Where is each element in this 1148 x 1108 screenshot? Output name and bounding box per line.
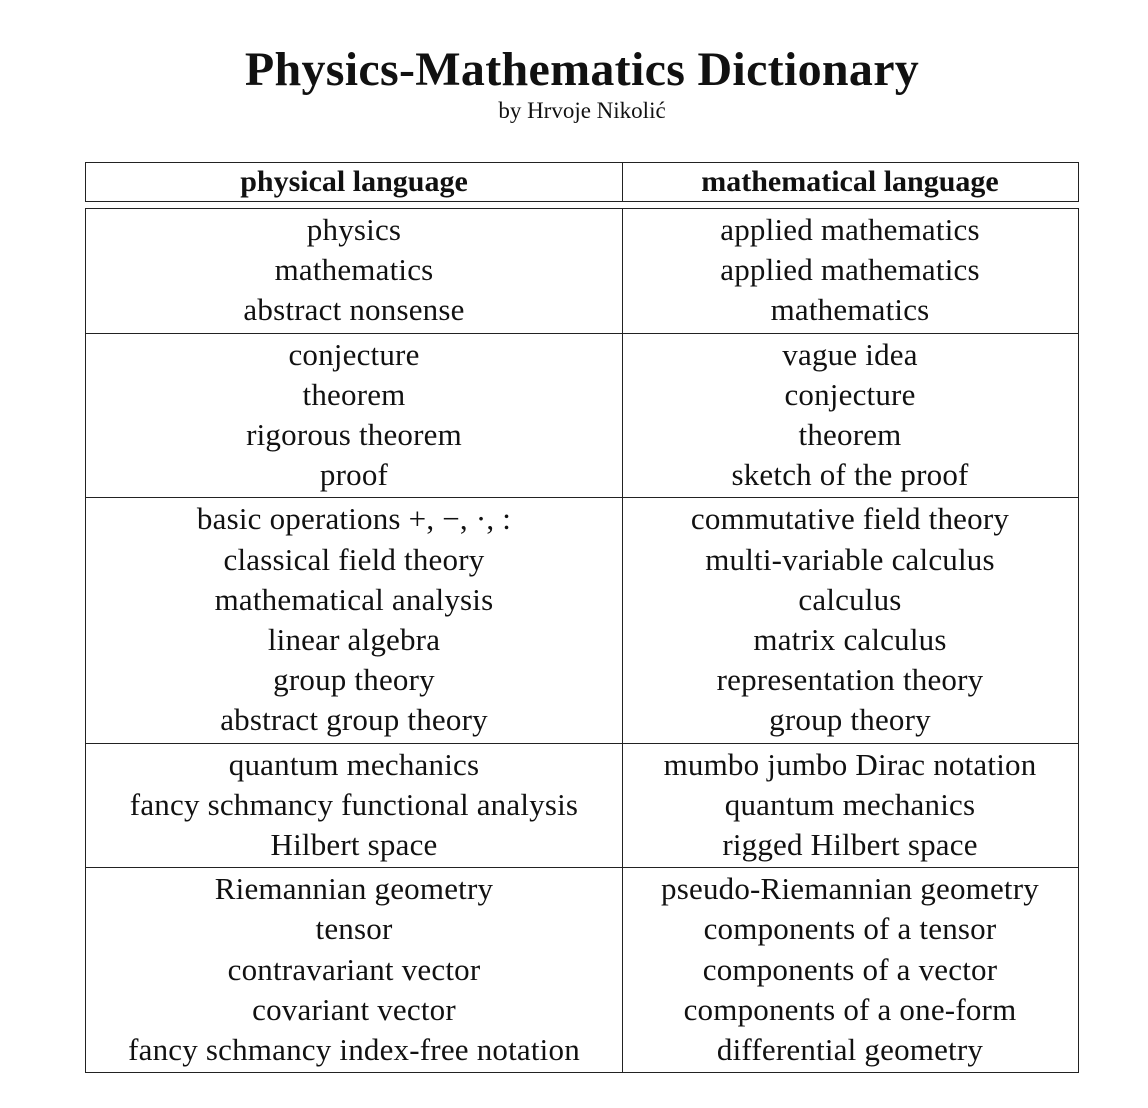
physical-language-cell	[86, 334, 623, 498]
physical-language-cell	[86, 868, 623, 1072]
mathematical-term: commutative field theory	[690, 501, 1010, 537]
table-row-group	[86, 209, 1078, 334]
mathematical-term: components of a vector	[702, 951, 998, 987]
physical-term: group theory	[273, 662, 435, 698]
author-byline: by Hrvoje Nikolić	[498, 98, 666, 123]
physical-term: quantum mechanics	[228, 746, 480, 782]
mathematical-term: quantum mechanics	[724, 786, 976, 822]
physical-term: mathematical analysis	[214, 581, 494, 617]
physical-term: abstract nonsense	[243, 292, 465, 328]
physical-language-cell	[86, 744, 623, 868]
physical-term: fancy schmancy functional analysis	[129, 786, 579, 822]
mathematical-term: representation theory	[716, 662, 984, 698]
header-physical-language: physical language	[86, 163, 623, 201]
mathematical-language-cell	[623, 334, 1077, 498]
physical-language-cell	[86, 498, 623, 742]
physical-term: conjecture	[288, 336, 420, 372]
mathematical-term: group theory	[769, 702, 931, 738]
mathematical-term: components of a tensor	[703, 911, 997, 947]
physical-term: theorem	[302, 376, 406, 412]
physical-term: mathematics	[274, 252, 434, 288]
physical-term: Hilbert space	[270, 827, 438, 863]
physical-term: fancy schmancy index-free notation	[128, 1032, 580, 1068]
table-row-group	[86, 744, 1078, 869]
mathematical-term: pseudo-Riemannian geometry	[661, 871, 1039, 907]
mathematical-term: mathematics	[770, 292, 930, 328]
table-row-group	[86, 498, 1078, 743]
mathematical-term: conjecture	[784, 376, 916, 412]
mathematical-language-cell	[623, 744, 1077, 868]
mathematical-term: applied mathematics	[720, 252, 980, 288]
mathematical-language-cell	[623, 868, 1077, 1072]
mathematical-term: multi-variable calculus	[705, 541, 995, 577]
physical-term: physics	[306, 212, 402, 247]
mathematical-term: theorem	[798, 417, 902, 453]
mathematical-language-cell	[623, 498, 1077, 742]
mathematical-term: applied mathematics	[720, 212, 980, 247]
mathematical-term: calculus	[798, 581, 902, 617]
page-title: Physics-Mathematics Dictionary	[244, 43, 920, 96]
header-mathematical-language: mathematical language	[701, 165, 999, 198]
mathematical-term: components of a one-form	[683, 991, 1017, 1027]
table-row-group	[86, 334, 1078, 499]
mathematical-term: differential geometry	[716, 1032, 984, 1068]
mathematical-language-cell	[623, 209, 1077, 333]
physical-term: abstract group theory	[220, 702, 488, 738]
mathematical-term: mumbo jumbo Dirac notation	[663, 746, 1037, 782]
mathematical-term: rigged Hilbert space	[722, 827, 978, 863]
physical-term: linear algebra	[267, 622, 441, 658]
physical-term: covariant vector	[252, 991, 456, 1027]
physical-term: proof	[319, 457, 389, 493]
physical-language-cell	[86, 209, 623, 333]
table-row-group	[86, 868, 1078, 1072]
physical-term: rigorous theorem	[246, 417, 462, 453]
physical-term: basic operations +, −, ·, :	[196, 501, 512, 537]
physical-term: Riemannian geometry	[214, 871, 494, 907]
physical-term: classical field theory	[223, 541, 485, 577]
physical-term: tensor	[315, 911, 393, 947]
mathematical-term: vague idea	[782, 336, 918, 372]
mathematical-term: sketch of the proof	[731, 457, 969, 493]
mathematical-term: matrix calculus	[753, 622, 947, 658]
table-header	[85, 162, 1079, 202]
physical-term: contravariant vector	[227, 951, 481, 987]
dictionary-table-body	[85, 208, 1079, 1073]
